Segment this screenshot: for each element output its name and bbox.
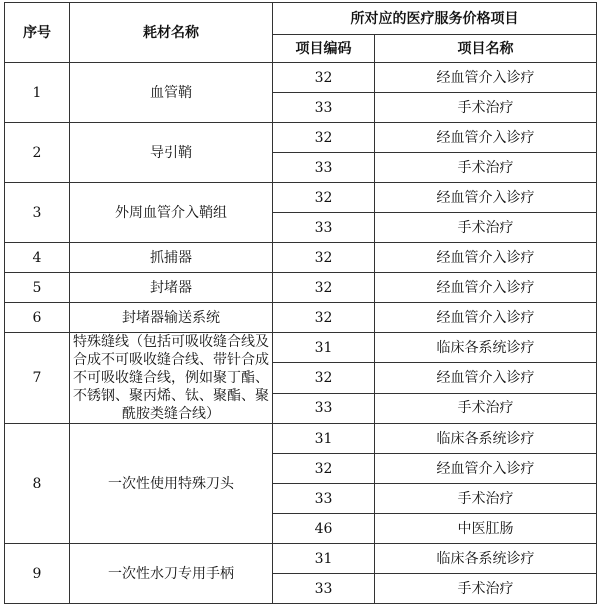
- cell-seq: 5: [5, 273, 70, 303]
- cell-consumable-name: 特殊缝线（包括可吸收缝合线及合成不可吸收缝合线、带针合成不可吸收缝合线，例如聚丁酯、不锈钢、聚丙烯、钛、聚酯、聚酰胺类缝合线）: [70, 333, 273, 424]
- table-row: [5, 544, 597, 574]
- cell-item-name: 临床各系统诊疗: [375, 424, 597, 454]
- cell-item-code: 32: [273, 243, 375, 273]
- cell-seq: 4: [5, 243, 70, 273]
- cell-consumable-name: 抓捕器: [70, 243, 273, 273]
- cell-item-name: 经血管介入诊疗: [375, 273, 597, 303]
- table-row: [5, 424, 597, 454]
- cell-item-name: 经血管介入诊疗: [375, 183, 597, 213]
- price-item-table-container: [4, 2, 597, 604]
- cell-item-code: 33: [273, 574, 375, 604]
- cell-item-code: 32: [273, 123, 375, 153]
- cell-item-name: 经血管介入诊疗: [375, 243, 597, 273]
- header-seq: 序号: [5, 3, 70, 63]
- cell-consumable-name: 封堵器输送系统: [70, 303, 273, 333]
- consumables-price-item-table: [4, 2, 597, 604]
- cell-item-name: 手术治疗: [375, 484, 597, 514]
- cell-item-code: 33: [273, 213, 375, 243]
- cell-seq: 8: [5, 424, 70, 544]
- header-consumable-name: 耗材名称: [70, 3, 273, 63]
- cell-seq: 9: [5, 544, 70, 604]
- cell-item-name: 临床各系统诊疗: [375, 544, 597, 574]
- cell-seq: 1: [5, 63, 70, 123]
- cell-item-name: 经血管介入诊疗: [375, 63, 597, 93]
- cell-consumable-name: 外周血管介入鞘组: [70, 183, 273, 243]
- cell-item-name: 手术治疗: [375, 93, 597, 123]
- cell-item-name: 手术治疗: [375, 213, 597, 243]
- header-item-code: 项目编码: [273, 35, 375, 63]
- cell-item-code: 33: [273, 484, 375, 514]
- cell-item-name: 经血管介入诊疗: [375, 303, 597, 333]
- table-row: [5, 123, 597, 153]
- cell-item-code: 31: [273, 333, 375, 363]
- cell-item-code: 31: [273, 424, 375, 454]
- cell-item-code: 46: [273, 514, 375, 544]
- table-row: [5, 183, 597, 213]
- cell-item-name: 经血管介入诊疗: [375, 123, 597, 153]
- table-row: [5, 333, 597, 363]
- cell-item-code: 32: [273, 303, 375, 333]
- cell-item-code: 33: [273, 153, 375, 183]
- cell-seq: 6: [5, 303, 70, 333]
- cell-consumable-name: 血管鞘: [70, 63, 273, 123]
- cell-item-code: 32: [273, 273, 375, 303]
- cell-item-code: 33: [273, 93, 375, 123]
- cell-seq: 7: [5, 333, 70, 424]
- cell-item-code: 32: [273, 63, 375, 93]
- cell-seq: 2: [5, 123, 70, 183]
- table-row: [5, 303, 597, 333]
- cell-item-name: 手术治疗: [375, 153, 597, 183]
- table-row: [5, 63, 597, 93]
- cell-consumable-name: 导引鞘: [70, 123, 273, 183]
- cell-item-name: 中医肛肠: [375, 514, 597, 544]
- cell-item-name: 临床各系统诊疗: [375, 333, 597, 363]
- cell-consumable-name: 一次性水刀专用手柄: [70, 544, 273, 604]
- table-row: [5, 243, 597, 273]
- cell-item-name: 经血管介入诊疗: [375, 363, 597, 393]
- cell-seq: 3: [5, 183, 70, 243]
- cell-item-code: 33: [273, 393, 375, 423]
- table-row: [5, 273, 597, 303]
- cell-consumable-name: 一次性使用特殊刀头: [70, 424, 273, 544]
- cell-item-name: 经血管介入诊疗: [375, 454, 597, 484]
- cell-item-code: 31: [273, 544, 375, 574]
- header-item-name: 项目名称: [375, 35, 597, 63]
- cell-item-code: 32: [273, 454, 375, 484]
- cell-item-name: 手术治疗: [375, 574, 597, 604]
- cell-item-name: 手术治疗: [375, 393, 597, 423]
- cell-item-code: 32: [273, 363, 375, 393]
- table-body: [5, 63, 597, 604]
- cell-item-code: 32: [273, 183, 375, 213]
- cell-consumable-name: 封堵器: [70, 273, 273, 303]
- header-service-price-items: 所对应的医疗服务价格项目: [273, 3, 597, 35]
